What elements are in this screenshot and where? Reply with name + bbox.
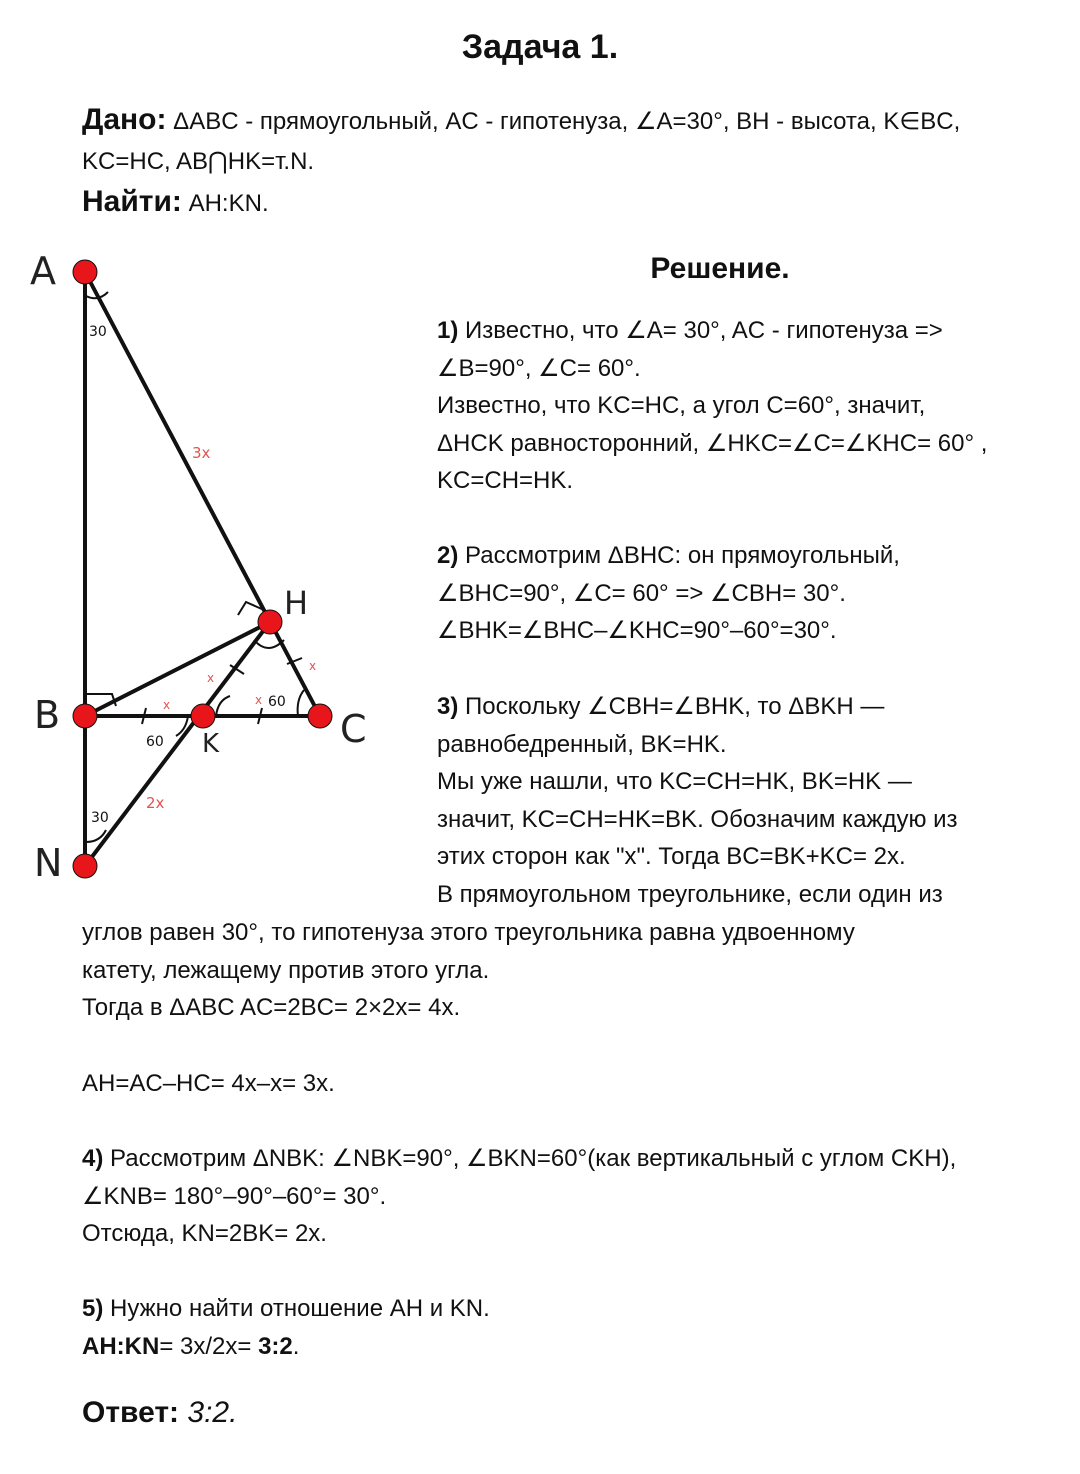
step-5-text-1: Нужно найти отношение AH и KN.: [103, 1295, 490, 1322]
given-line-2: KC=HC, AB⋂HK=т.N.: [82, 148, 315, 175]
point-label-H: H: [284, 584, 309, 622]
segment-HN: [85, 622, 270, 866]
solution-step-2: [437, 537, 900, 650]
step-3-line-3: Мы уже нашли, что KC=CH=HK, BK=HK —: [437, 768, 912, 796]
step-4-text-1: Рассмотрим ΔNBK: ∠NBK=90°, ∠BKN=60°(как вертикальный с углом CKH),: [103, 1145, 957, 1172]
step-1-line-1: [437, 312, 987, 350]
answer-line: [82, 1396, 237, 1430]
step-5-ratio-end: .: [292, 1332, 300, 1360]
step-1-line-5: KC=CH=HK.: [437, 467, 574, 495]
given-line-1: [82, 100, 1022, 142]
step-3-line-8: катету, лежащему против этого угла.: [82, 956, 490, 984]
answer-value: 3:2.: [179, 1396, 238, 1429]
solution-step-3-continued: [82, 914, 855, 1027]
step-5-line-1: [82, 1290, 490, 1328]
point-label-B: B: [34, 693, 61, 737]
step-1-number: 1): [437, 317, 459, 344]
angle-label-K: 60: [146, 734, 164, 750]
point-A: [73, 260, 97, 284]
angle-arc-C: [298, 690, 304, 716]
length-label-BK: x: [163, 698, 171, 712]
angle-arc-K-upper: [216, 696, 230, 716]
step-5-ratio-result: 3:2: [258, 1332, 293, 1360]
point-label-C: C: [340, 707, 367, 751]
step-3-line-10: AH=AC–HC= 4x–x= 3x.: [82, 1070, 335, 1097]
given-text-1: ΔABC - прямоугольный, AC - гипотенуза, ∠A=30°, BH - высота, K∈BC,: [173, 108, 961, 135]
step-3-line-1: [437, 688, 958, 726]
find-text: AH:KN.: [188, 190, 269, 217]
given-block: [82, 100, 1022, 224]
step-3-line-4: значит, KC=CH=HK=BK. Обозначим каждую из: [437, 805, 958, 833]
point-H: [258, 610, 282, 634]
step-1-line-4: ΔHCK равносторонний, ∠HKC=∠C=∠KHC= 60° ,: [437, 429, 988, 457]
point-B: [73, 704, 97, 728]
step-5-number: 5): [82, 1295, 104, 1322]
step-4-line-1: [82, 1140, 956, 1178]
given-label: Дано:: [82, 103, 167, 136]
point-N: [73, 854, 97, 878]
triangle-figure: [0, 240, 430, 900]
point-label-N: N: [34, 841, 63, 885]
length-label-KH: x: [207, 671, 215, 685]
length-label-KC: x: [255, 693, 263, 707]
step-1-text-1: Известно, что ∠A= 30°, AC - гипотенуза =>: [458, 317, 943, 344]
angle-label-A: 30: [89, 324, 107, 340]
segment-AC: [85, 272, 320, 716]
step-3-line-7: углов равен 30°, то гипотенуза этого треугольника равна удвоенному: [82, 919, 855, 946]
length-label-HC: x: [309, 659, 317, 673]
step-2-line-3: ∠BHK=∠BHC–∠KHC=90°–60°=30°.: [437, 617, 837, 645]
step-4-number: 4): [82, 1145, 104, 1172]
page-title: Задача 1.: [461, 28, 619, 66]
step-2-text-1: Рассмотрим ΔBHC: он прямоугольный,: [458, 542, 900, 569]
length-label-AH: 3x: [192, 444, 211, 462]
step-2-number: 2): [437, 542, 459, 569]
step-3-line-9: Тогда в ΔABC AC=2BC= 2×2x= 4x.: [82, 994, 461, 1022]
solution-step-5: [82, 1290, 490, 1365]
step-2-line-1: [437, 537, 900, 575]
solution-title: Решение.: [650, 252, 790, 285]
step-3-line-6: В прямоугольном треугольнике, если один из: [437, 880, 943, 908]
length-label-KN: 2x: [146, 794, 165, 812]
step-2-line-2: ∠BHC=90°, ∠C= 60° => ∠CBH= 30°.: [437, 579, 846, 607]
solution-step-1: [437, 312, 987, 500]
step-3-line-2: равнобедренный, BK=HK.: [437, 730, 727, 758]
answer-label: Ответ:: [82, 1396, 180, 1429]
solution-step-4: [82, 1140, 956, 1253]
point-label-A: A: [30, 249, 56, 293]
step-3-text-1: Поскольку ∠CBH=∠BHK, то ΔBKH —: [458, 693, 885, 720]
step-5-ratio-label: AH:KN: [82, 1332, 160, 1360]
point-C: [308, 704, 332, 728]
step-3-line-5: этих сторон как "x". Тогда BC=BK+KC= 2x.: [437, 843, 906, 871]
angle-label-C: 60: [268, 694, 286, 710]
solution-step-3: [437, 688, 958, 914]
point-label-K: K: [202, 729, 220, 759]
step-1-line-3: Известно, что KC=HC, а угол C=60°, значит,: [437, 392, 926, 420]
find-label: Найти:: [82, 185, 182, 218]
step-3-number: 3): [437, 693, 459, 720]
step-5-line-2: [82, 1328, 490, 1366]
step-5-ratio-calc: = 3x/2x=: [159, 1332, 259, 1360]
step-1-line-2: ∠B=90°, ∠C= 60°.: [437, 354, 641, 382]
find-line: [82, 182, 1022, 224]
point-K: [191, 704, 215, 728]
segment-BH: [85, 622, 270, 716]
step-4-line-2: ∠KNB= 180°–90°–60°= 30°.: [82, 1182, 387, 1210]
angle-label-N: 30: [91, 810, 109, 826]
step-4-line-3: Отсюда, KN=2BK= 2x.: [82, 1220, 327, 1248]
